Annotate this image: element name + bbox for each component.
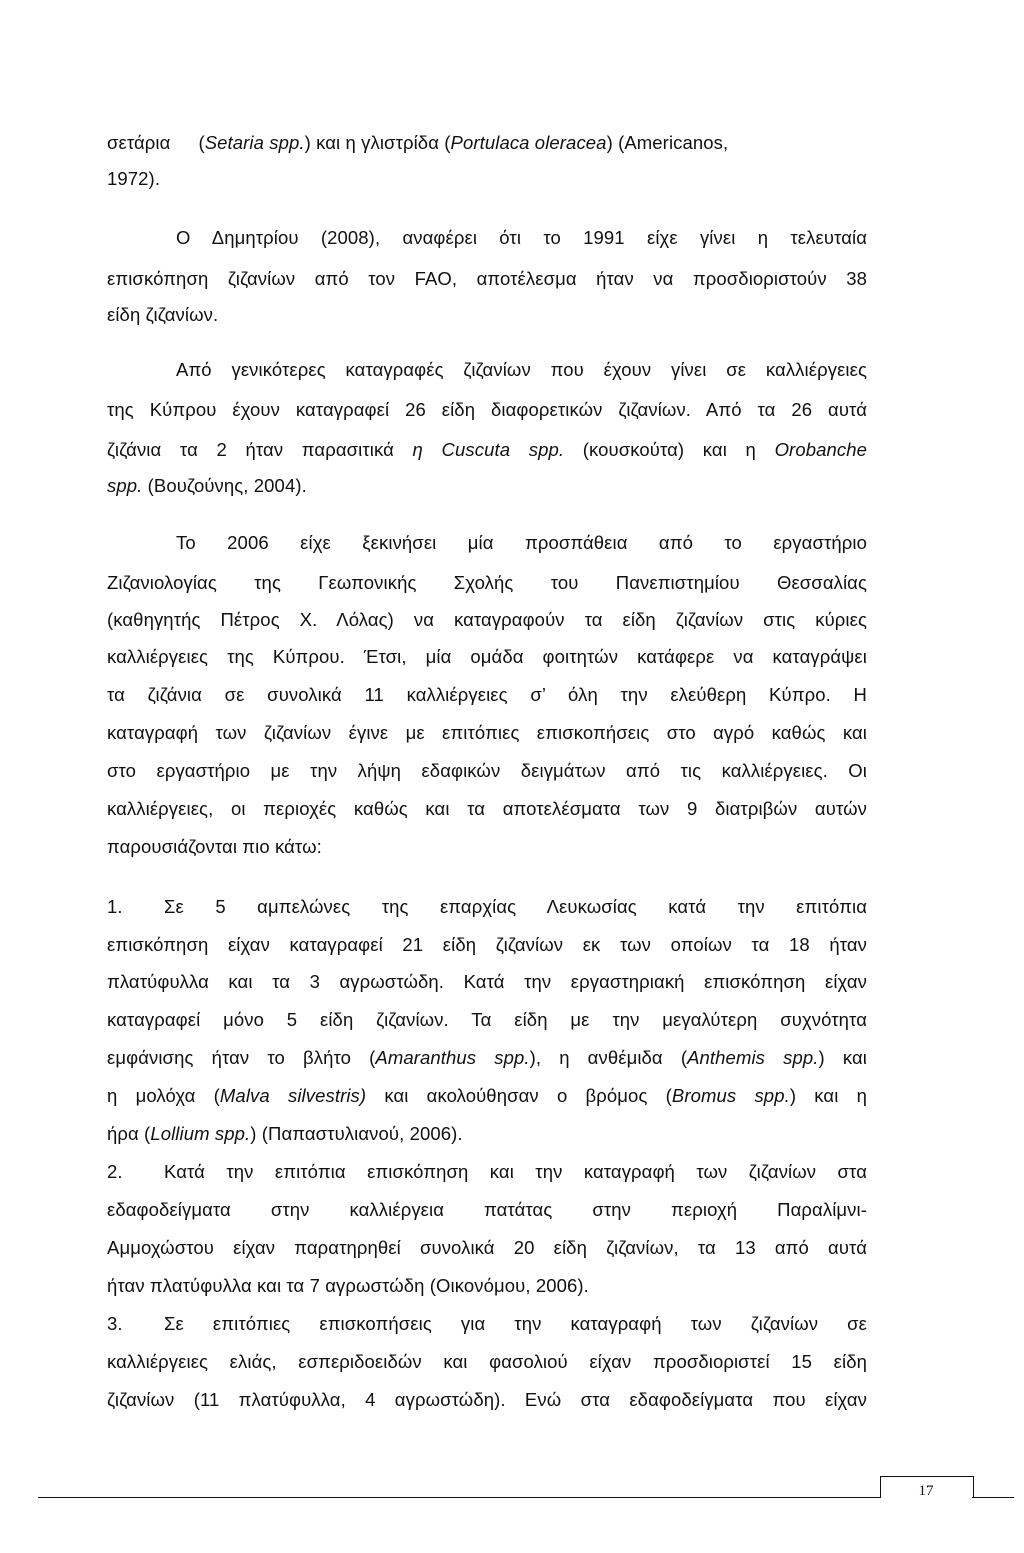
page-number: 17 [918, 1483, 934, 1499]
text-line: είδη ζιζανίων. [107, 304, 219, 325]
paragraph-first-line: Ο Δημητρίου (2008), αναφέρει ότι το 1991 είχε γίνει η τελευταία [176, 227, 867, 248]
footer-rule [38, 1497, 880, 1498]
text-line: Αμμοχώστου είχαν παρατηρηθεί συνολικά 20 είδη ζιζανίων, τα 13 από αυτά [107, 1237, 867, 1258]
text-line: καταγραφεί μόνο 5 είδη ζιζανίων. Τα είδη με την μεγαλύτερη συχνότητα [107, 1009, 867, 1030]
list-item-text: Κατά την επιτόπια επισκόπηση και την καταγραφή των ζιζανίων στα [164, 1161, 867, 1182]
text-line: στο εργαστήριο με την λήψη εδαφικών δειγμάτων από τις καλλιέργειες. Οι [107, 760, 867, 781]
text-line: πλατύφυλλα και τα 3 αγρωστώδη. Κατά την εργαστηριακή επισκόπηση είχαν [107, 971, 867, 992]
list-item-number: 3. [107, 1313, 123, 1334]
text-line: παρουσιάζονται πιο κάτω: [107, 836, 322, 857]
text-line: ζιζανίων (11 πλατύφυλλα, 4 αγρωστώδη). Ενώ στα εδαφοδείγματα που είχαν [107, 1389, 867, 1410]
text-line: Ζιζανιολογίας της Γεωπονικής Σχολής του Πανεπιστημίου Θεσσαλίας [107, 572, 867, 593]
text-line: η μολόχα (Malva silvestris) και ακολούθησαν ο βρόμος (Bromus spp.) και η [107, 1085, 868, 1106]
text-line: καταγραφή των ζιζανίων έγινε με επιτόπιες επισκοπήσεις στο αγρό καθώς και [107, 722, 867, 743]
text-line: ήρα (Lollium spp.) (Παπαστυλιανού, 2006). [107, 1123, 463, 1144]
text-line: εδαφοδείγματα στην καλλιέργεια πατάτας στην περιοχή Παραλίμνι- [107, 1199, 867, 1220]
text-line: ήταν πλατύφυλλα και τα 7 αγρωστώδη (Οικονόμου, 2006). [107, 1275, 589, 1296]
text-line: spp. (Βουζούνης, 2004). [107, 475, 307, 496]
text-line: (καθηγητής Πέτρος Χ. Λόλας) να καταγραφούν τα είδη ζιζανίων στις κύριες [107, 609, 867, 630]
text-line: ζιζάνια τα 2 ήταν παρασιτικά η Cuscuta spp. (κουσκούτα) και η Orobanche [107, 439, 867, 460]
footer-rule [972, 1497, 1014, 1498]
text-line: σετάρια (Setaria spp.) και η γλιστρίδα (Portulaca oleracea) (Americanos, [107, 132, 729, 153]
text-line: επισκόπηση είχαν καταγραφεί 21 είδη ζιζανίων εκ των οποίων τα 18 ήταν [107, 934, 867, 955]
text-line: της Κύπρου έχουν καταγραφεί 26 είδη διαφορετικών ζιζανίων. Από τα 26 αυτά [107, 399, 867, 420]
text-line: 1972). [107, 168, 161, 189]
list-item-text: Σε επιτόπιες επισκοπήσεις για την καταγραφή των ζιζανίων σε [164, 1313, 867, 1334]
text-line: εμφάνισης ήταν το βλήτο (Amaranthus spp.), η ανθέμιδα (Anthemis spp.) και [107, 1047, 867, 1068]
text-line: επισκόπηση ζιζανίων από τον FAO, αποτέλεσμα ήταν να προσδιοριστούν 38 [107, 268, 867, 289]
paragraph-first-line: Από γενικότερες καταγραφές ζιζανίων που έχουν γίνει σε καλλιέργειες [176, 359, 867, 380]
text-line: καλλιέργειες ελιάς, εσπεριδοειδών και φασολιού είχαν προσδιοριστεί 15 είδη [107, 1351, 867, 1372]
list-item-number: 1. [107, 896, 123, 917]
text-line: καλλιέργειες της Κύπρου. Έτσι, μία ομάδα φοιτητών κατάφερε να καταγράψει [107, 646, 867, 667]
paragraph-first-line: Το 2006 είχε ξεκινήσει μία προσπάθεια από το εργαστήριο [176, 532, 867, 553]
text-line: καλλιέργειες, οι περιοχές καθώς και τα αποτελέσματα των 9 διατριβών αυτών [107, 798, 867, 819]
list-item-text: Σε 5 αμπελώνες της επαρχίας Λευκωσίας κατά την επιτόπια [164, 896, 867, 917]
list-item-number: 2. [107, 1161, 123, 1182]
text-line: τα ζιζάνια σε συνολικά 11 καλλιέργειες σ’ όλη την ελεύθερη Κύπρο. Η [107, 684, 867, 705]
